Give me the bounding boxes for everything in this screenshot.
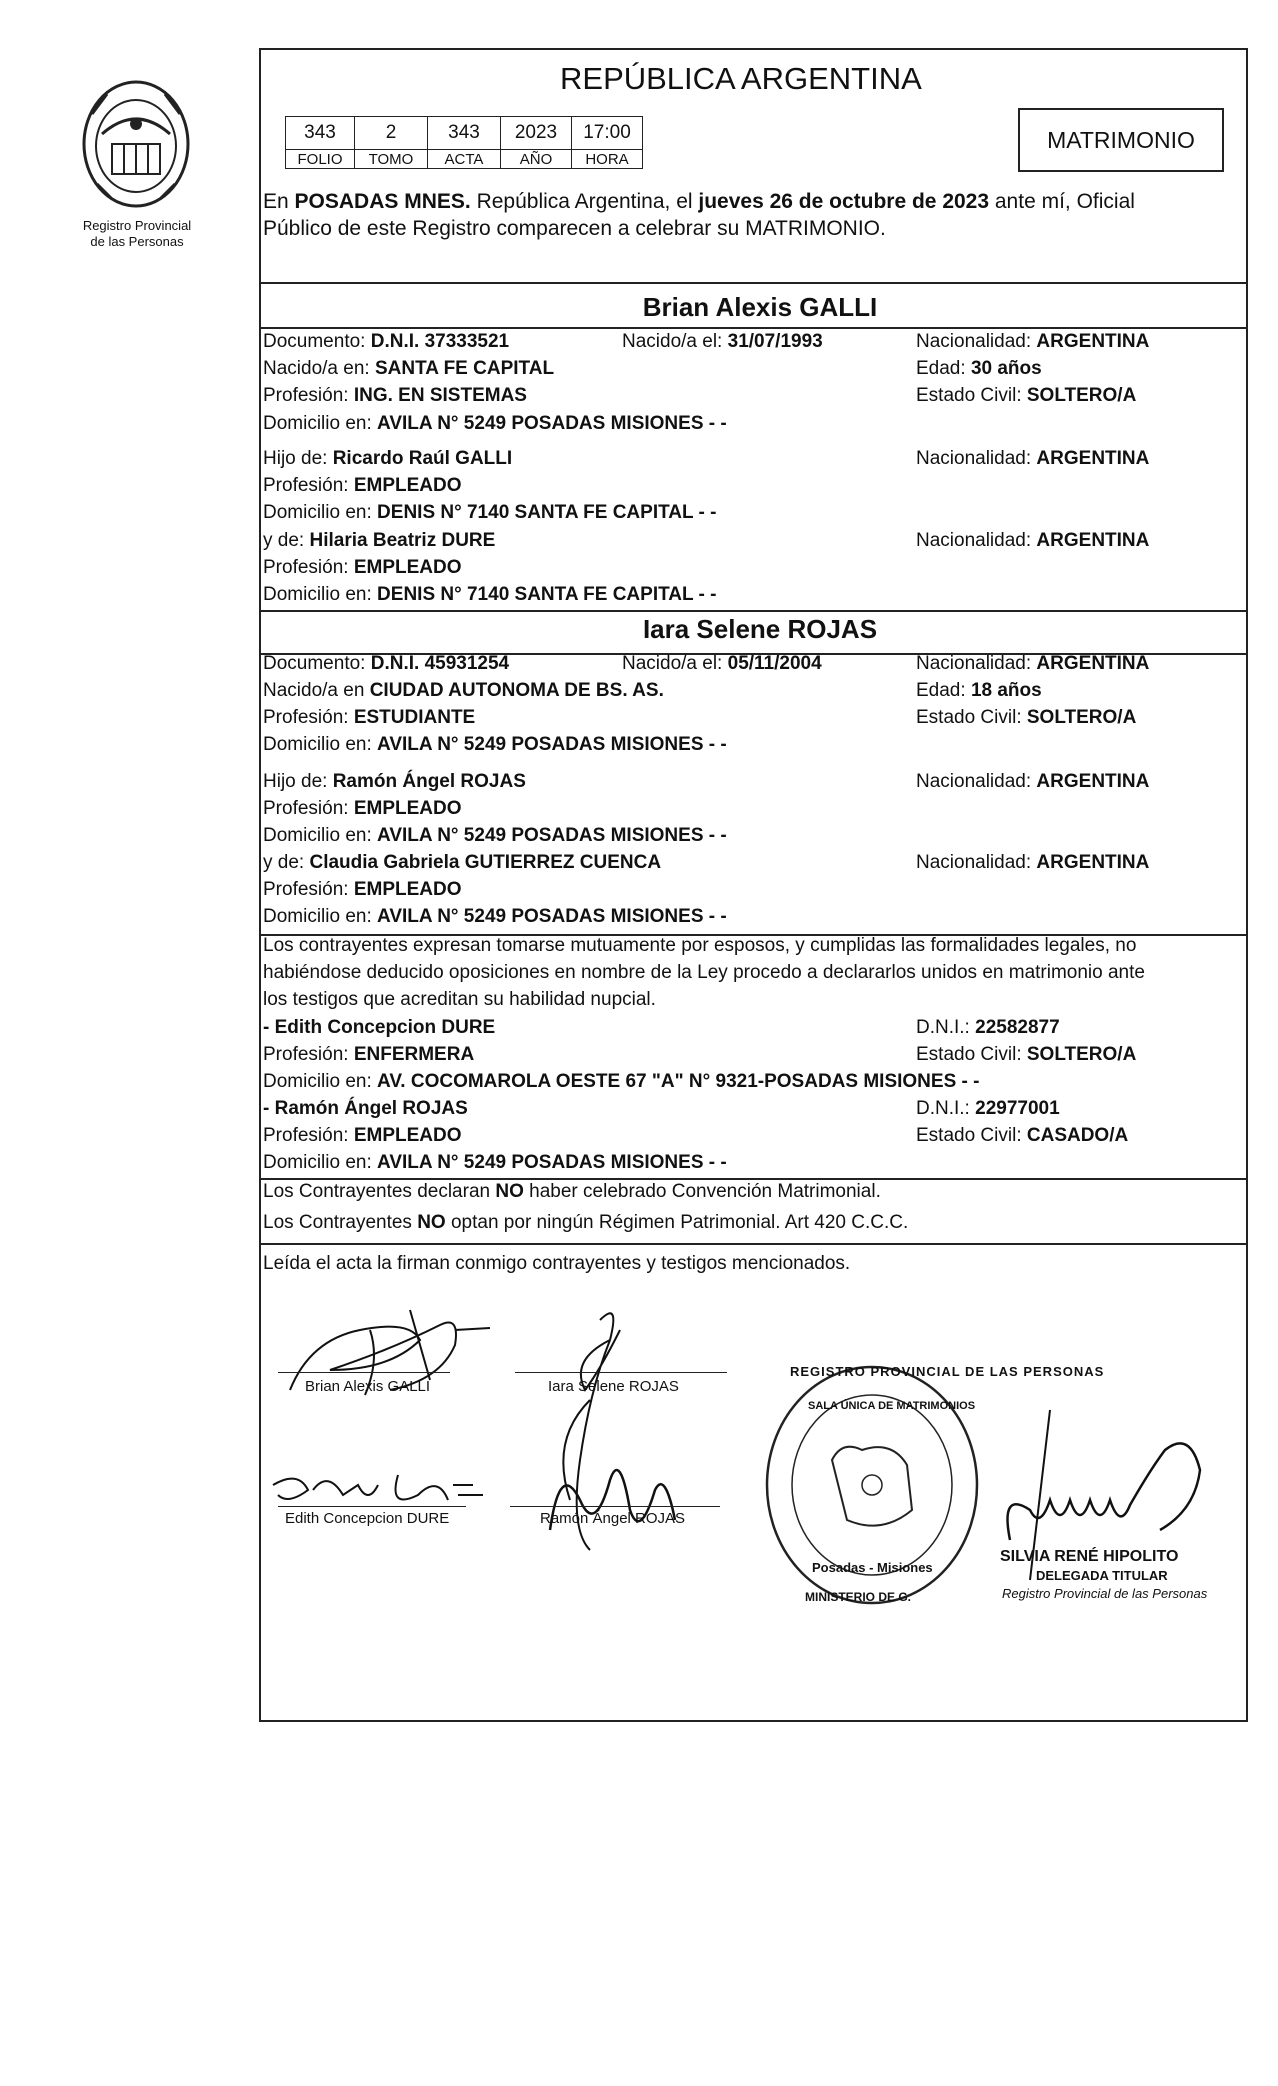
groom-mother-label: y de: (263, 530, 310, 551)
convention-statement (263, 1181, 881, 1203)
bride-addr-label: Domicilio en: (263, 734, 378, 755)
groom-father-nat-label: Nacionalidad: (916, 448, 1037, 469)
intro-date: jueves 26 de octubre de 2023 (698, 190, 990, 213)
tomo-label: TOMO (355, 150, 428, 169)
year-value: 2023 (501, 117, 572, 150)
intro-text-b: República Argentina, el (470, 190, 699, 213)
bride-father-nat-label: Nacionalidad: (916, 771, 1037, 792)
bride-born (622, 653, 822, 675)
groom-born-label: Nacido/a el: (622, 331, 728, 352)
declaration-line1: Los contrayentes expresan tomarse mutuamente por esposos, y cumplidas las formalidades legales, no (263, 935, 1137, 956)
convention-text-a: Los Contrayentes declaran (263, 1181, 496, 1202)
bride-born-label: Nacido/a el: (622, 653, 728, 674)
groom-prof-value: ING. EN SISTEMAS (353, 385, 527, 406)
witness2-civil (916, 1125, 1128, 1147)
acta-label: ACTA (428, 150, 501, 169)
groom-mother-addr (263, 584, 717, 606)
groom-mother-addr-label: Domicilio en: (263, 584, 378, 605)
groom-signature-line (278, 1372, 450, 1373)
seal-ministry-text: MINISTERIO DE G. (805, 1590, 912, 1604)
witness1-dni (916, 1017, 1060, 1039)
bride-civil-label: Estado Civil: (916, 707, 1027, 728)
bride-mother-addr-label: Domicilio en: (263, 906, 378, 927)
bride-doc (263, 653, 509, 675)
witness2-addr-value: AVILA N° 5249 POSADAS MISIONES - - (377, 1152, 727, 1173)
groom-nat-label: Nacionalidad: (916, 331, 1037, 352)
groom-father-value: Ricardo Raúl GALLI (332, 448, 513, 469)
bride-mother-prof (263, 879, 462, 901)
country-title: REPÚBLICA ARGENTINA (560, 61, 922, 96)
official-office: Registro Provincial de las Personas (1002, 1586, 1208, 1601)
bride-birthplace-label: Nacido/a en (263, 680, 370, 701)
bride-doc-value: D.N.I. 45931254 (370, 653, 510, 674)
witness2-prof-label: Profesión: (263, 1125, 354, 1146)
witness1-prof-label: Profesión: (263, 1044, 354, 1065)
witness2-dni-label: D.N.I.: (916, 1098, 976, 1119)
regime-text-a: Los Contrayentes (263, 1212, 418, 1233)
groom-father-addr-label: Domicilio en: (263, 502, 378, 523)
groom-nat (916, 331, 1149, 353)
groom-mother (263, 530, 495, 552)
logo-caption-line2: de las Personas (90, 234, 184, 249)
groom-civil-label: Estado Civil: (916, 385, 1027, 406)
year-label: AÑO (501, 150, 572, 169)
divider-groom-name (259, 327, 1248, 329)
intro-line1 (263, 191, 1135, 213)
groom-father-addr-value: DENIS N° 7140 SANTA FE CAPITAL - - (377, 502, 717, 523)
witness2-dni-value: 22977001 (975, 1098, 1060, 1119)
bride-father (263, 771, 526, 793)
groom-age-value: 30 años (970, 358, 1042, 379)
bride-father-addr (263, 825, 727, 847)
groom-mother-prof-label: Profesión: (263, 557, 354, 578)
declaration-line2: habiéndose deducido oposiciones en nombre de la Ley procedo a declararlos unidos en matrimonio ante (263, 962, 1145, 983)
bride-mother-addr-value: AVILA N° 5249 POSADAS MISIONES - - (377, 906, 727, 927)
witness1-name: - Edith Concepcion DURE (263, 1017, 496, 1038)
groom-mother-prof-value: EMPLEADO (353, 557, 462, 578)
groom-mother-prof (263, 557, 462, 579)
hour-label: HORA (572, 150, 643, 169)
bride-mother-value: Claudia Gabriela GUTIERREZ CUENCA (309, 852, 662, 873)
bride-father-prof-value: EMPLEADO (353, 798, 462, 819)
groom-mother-nat (916, 530, 1149, 552)
bride-prof (263, 707, 475, 729)
bride-father-prof-label: Profesión: (263, 798, 354, 819)
intro-text-a: En (263, 190, 295, 213)
seal-bottom-text: Posadas - Misiones (812, 1560, 933, 1575)
declaration-line3: los testigos que acreditan su habilidad nupcial. (263, 989, 656, 1010)
acta-value: 343 (428, 117, 501, 150)
bride-mother-nat-value: ARGENTINA (1036, 852, 1150, 873)
divider-bride-title (259, 610, 1248, 612)
groom-father-addr (263, 502, 717, 524)
bride-born-value: 05/11/2004 (727, 653, 822, 674)
groom-birthplace-label: Nacido/a en: (263, 358, 375, 379)
convention-no: NO (495, 1181, 524, 1202)
regime-statement (263, 1212, 908, 1234)
bride-father-addr-label: Domicilio en: (263, 825, 378, 846)
witness1-civil-value: SOLTERO/A (1026, 1044, 1137, 1065)
witness2-name: - Ramón Ángel ROJAS (263, 1098, 468, 1119)
groom-mother-nat-label: Nacionalidad: (916, 530, 1037, 551)
logo-caption (62, 218, 212, 250)
bride-prof-label: Profesión: (263, 707, 354, 728)
bride-name: Iara Selene ROJAS (642, 614, 878, 644)
bride-birthplace-value: CIUDAD AUTONOMA DE BS. AS. (369, 680, 664, 701)
bride-father-value: Ramón Ángel ROJAS (332, 771, 526, 792)
groom-addr-value: AVILA N° 5249 POSADAS MISIONES - - (377, 413, 727, 434)
bride-mother-nat (916, 852, 1149, 874)
witness1-signature-icon (268, 1465, 488, 1510)
witness1-prof-value: ENFERMERA (353, 1044, 475, 1065)
witness1-addr-label: Domicilio en: (263, 1071, 378, 1092)
witness1-dni-label: D.N.I.: (916, 1017, 976, 1038)
bride-father-label: Hijo de: (263, 771, 333, 792)
bride-addr (263, 734, 727, 756)
act-type: MATRIMONIO (1047, 126, 1195, 153)
bride-doc-label: Documento: (263, 653, 371, 674)
groom-addr-label: Domicilio en: (263, 413, 378, 434)
act-type-box (1018, 108, 1224, 172)
witness1-addr-value: AV. COCOMAROLA OESTE 67 "A" N° 9321-POSADAS MISIONES - - (377, 1071, 980, 1092)
bride-civil-value: SOLTERO/A (1026, 707, 1137, 728)
divider-agreements (259, 1178, 1248, 1180)
seal-outer-text: REGISTRO PROVINCIAL DE LAS PERSONAS (790, 1364, 1105, 1379)
groom-doc-label: Documento: (263, 331, 371, 352)
witness1-civil-label: Estado Civil: (916, 1044, 1027, 1065)
witness2-civil-label: Estado Civil: (916, 1125, 1027, 1146)
witness2-civil-value: CASADO/A (1026, 1125, 1129, 1146)
groom-name: Brian Alexis GALLI (642, 292, 878, 322)
official-title: DELEGADA TITULAR (1036, 1568, 1168, 1583)
witness2-signature-line (510, 1506, 720, 1507)
bride-father-prof (263, 798, 462, 820)
bride-nat (916, 653, 1149, 675)
bride-civil (916, 707, 1136, 729)
witness1-prof (263, 1044, 474, 1066)
bride-signature-line (515, 1372, 727, 1373)
tomo-value: 2 (355, 117, 428, 150)
witness2-prof (263, 1125, 462, 1147)
groom-father-nat-value: ARGENTINA (1036, 448, 1150, 469)
witness1-signature-label: Edith Concepcion DURE (285, 1510, 450, 1527)
logo-caption-line1: Registro Provincial (82, 218, 192, 233)
bride-birthplace (263, 680, 664, 702)
divider-header (259, 282, 1248, 284)
intro-line2: Público de este Registro comparecen a celebrar su MATRIMONIO. (263, 217, 886, 240)
bride-age-label: Edad: (916, 680, 971, 701)
intro-city: POSADAS MNES. (294, 190, 471, 213)
groom-age-label: Edad: (916, 358, 971, 379)
witness1-civil (916, 1044, 1136, 1066)
groom-father-label: Hijo de: (263, 448, 333, 469)
province-coat-of-arms-icon (72, 74, 200, 214)
groom-prof-label: Profesión: (263, 385, 354, 406)
witness2-signature-label: Ramón Ángel ROJAS (540, 1510, 686, 1527)
convention-text-c: haber celebrado Convención Matrimonial. (523, 1181, 881, 1202)
witness2-addr (263, 1152, 727, 1174)
groom-civil-value: SOLTERO/A (1026, 385, 1137, 406)
registry-data-table (285, 116, 643, 169)
witness1-dni-value: 22582877 (975, 1017, 1060, 1038)
groom-prof (263, 385, 527, 407)
bride-father-nat-value: ARGENTINA (1036, 771, 1150, 792)
groom-born (622, 331, 823, 353)
bride-age-value: 18 años (970, 680, 1042, 701)
groom-father-prof (263, 475, 462, 497)
groom-doc-value: D.N.I. 37333521 (370, 331, 510, 352)
witness2-addr-label: Domicilio en: (263, 1152, 378, 1173)
registry-logo (72, 74, 200, 214)
bride-father-addr-value: AVILA N° 5249 POSADAS MISIONES - - (377, 825, 727, 846)
groom-father-nat (916, 448, 1149, 470)
groom-father-prof-value: EMPLEADO (353, 475, 462, 496)
bride-prof-value: ESTUDIANTE (353, 707, 476, 728)
bride-nat-label: Nacionalidad: (916, 653, 1037, 674)
groom-nat-value: ARGENTINA (1036, 331, 1150, 352)
witness2-dni (916, 1098, 1060, 1120)
groom-mother-nat-value: ARGENTINA (1036, 530, 1150, 551)
groom-signature-label: Brian Alexis GALLI (305, 1378, 431, 1395)
groom-mother-addr-value: DENIS N° 7140 SANTA FE CAPITAL - - (377, 584, 717, 605)
witness2-prof-value: EMPLEADO (353, 1125, 462, 1146)
bride-mother-prof-label: Profesión: (263, 879, 354, 900)
groom-birthplace-value: SANTA FE CAPITAL (374, 358, 555, 379)
bride-signature-label: Iara Selene ROJAS (548, 1378, 679, 1395)
bride-father-nat (916, 771, 1149, 793)
folio-value: 343 (286, 117, 355, 150)
folio-label: FOLIO (286, 150, 355, 169)
regime-no: NO (417, 1212, 446, 1233)
groom-doc (263, 331, 509, 353)
witness1-addr (263, 1071, 979, 1093)
seal-inner-text: SALA ÚNICA DE MATRIMONIOS (808, 1400, 976, 1412)
groom-father-prof-label: Profesión: (263, 475, 354, 496)
witness2-signature-icon (540, 1440, 690, 1550)
groom-age (916, 358, 1042, 380)
regime-text-c: optan por ningún Régimen Patrimonial. Art 420 C.C.C. (445, 1212, 909, 1233)
groom-born-value: 31/07/1993 (727, 331, 823, 352)
groom-civil (916, 385, 1136, 407)
closing-statement: Leída el acta la firman conmigo contrayentes y testigos mencionados. (263, 1253, 851, 1274)
bride-mother-prof-value: EMPLEADO (353, 879, 462, 900)
groom-father (263, 448, 512, 470)
bride-age (916, 680, 1042, 702)
bride-mother-nat-label: Nacionalidad: (916, 852, 1037, 873)
witness1-signature-line (278, 1506, 466, 1507)
hour-value: 17:00 (572, 117, 643, 150)
groom-mother-value: Hilaria Beatriz DURE (309, 530, 496, 551)
bride-addr-value: AVILA N° 5249 POSADAS MISIONES - - (377, 734, 727, 755)
intro-text-c: ante mí, Oficial (989, 190, 1135, 213)
divider-closing (259, 1243, 1248, 1245)
bride-mother-label: y de: (263, 852, 310, 873)
official-name: SILVIA RENÉ HIPOLITO (1000, 1548, 1179, 1565)
groom-addr (263, 413, 727, 435)
groom-birthplace (263, 358, 554, 380)
bride-nat-value: ARGENTINA (1036, 653, 1150, 674)
bride-mother-addr (263, 906, 727, 928)
bride-mother (263, 852, 661, 874)
